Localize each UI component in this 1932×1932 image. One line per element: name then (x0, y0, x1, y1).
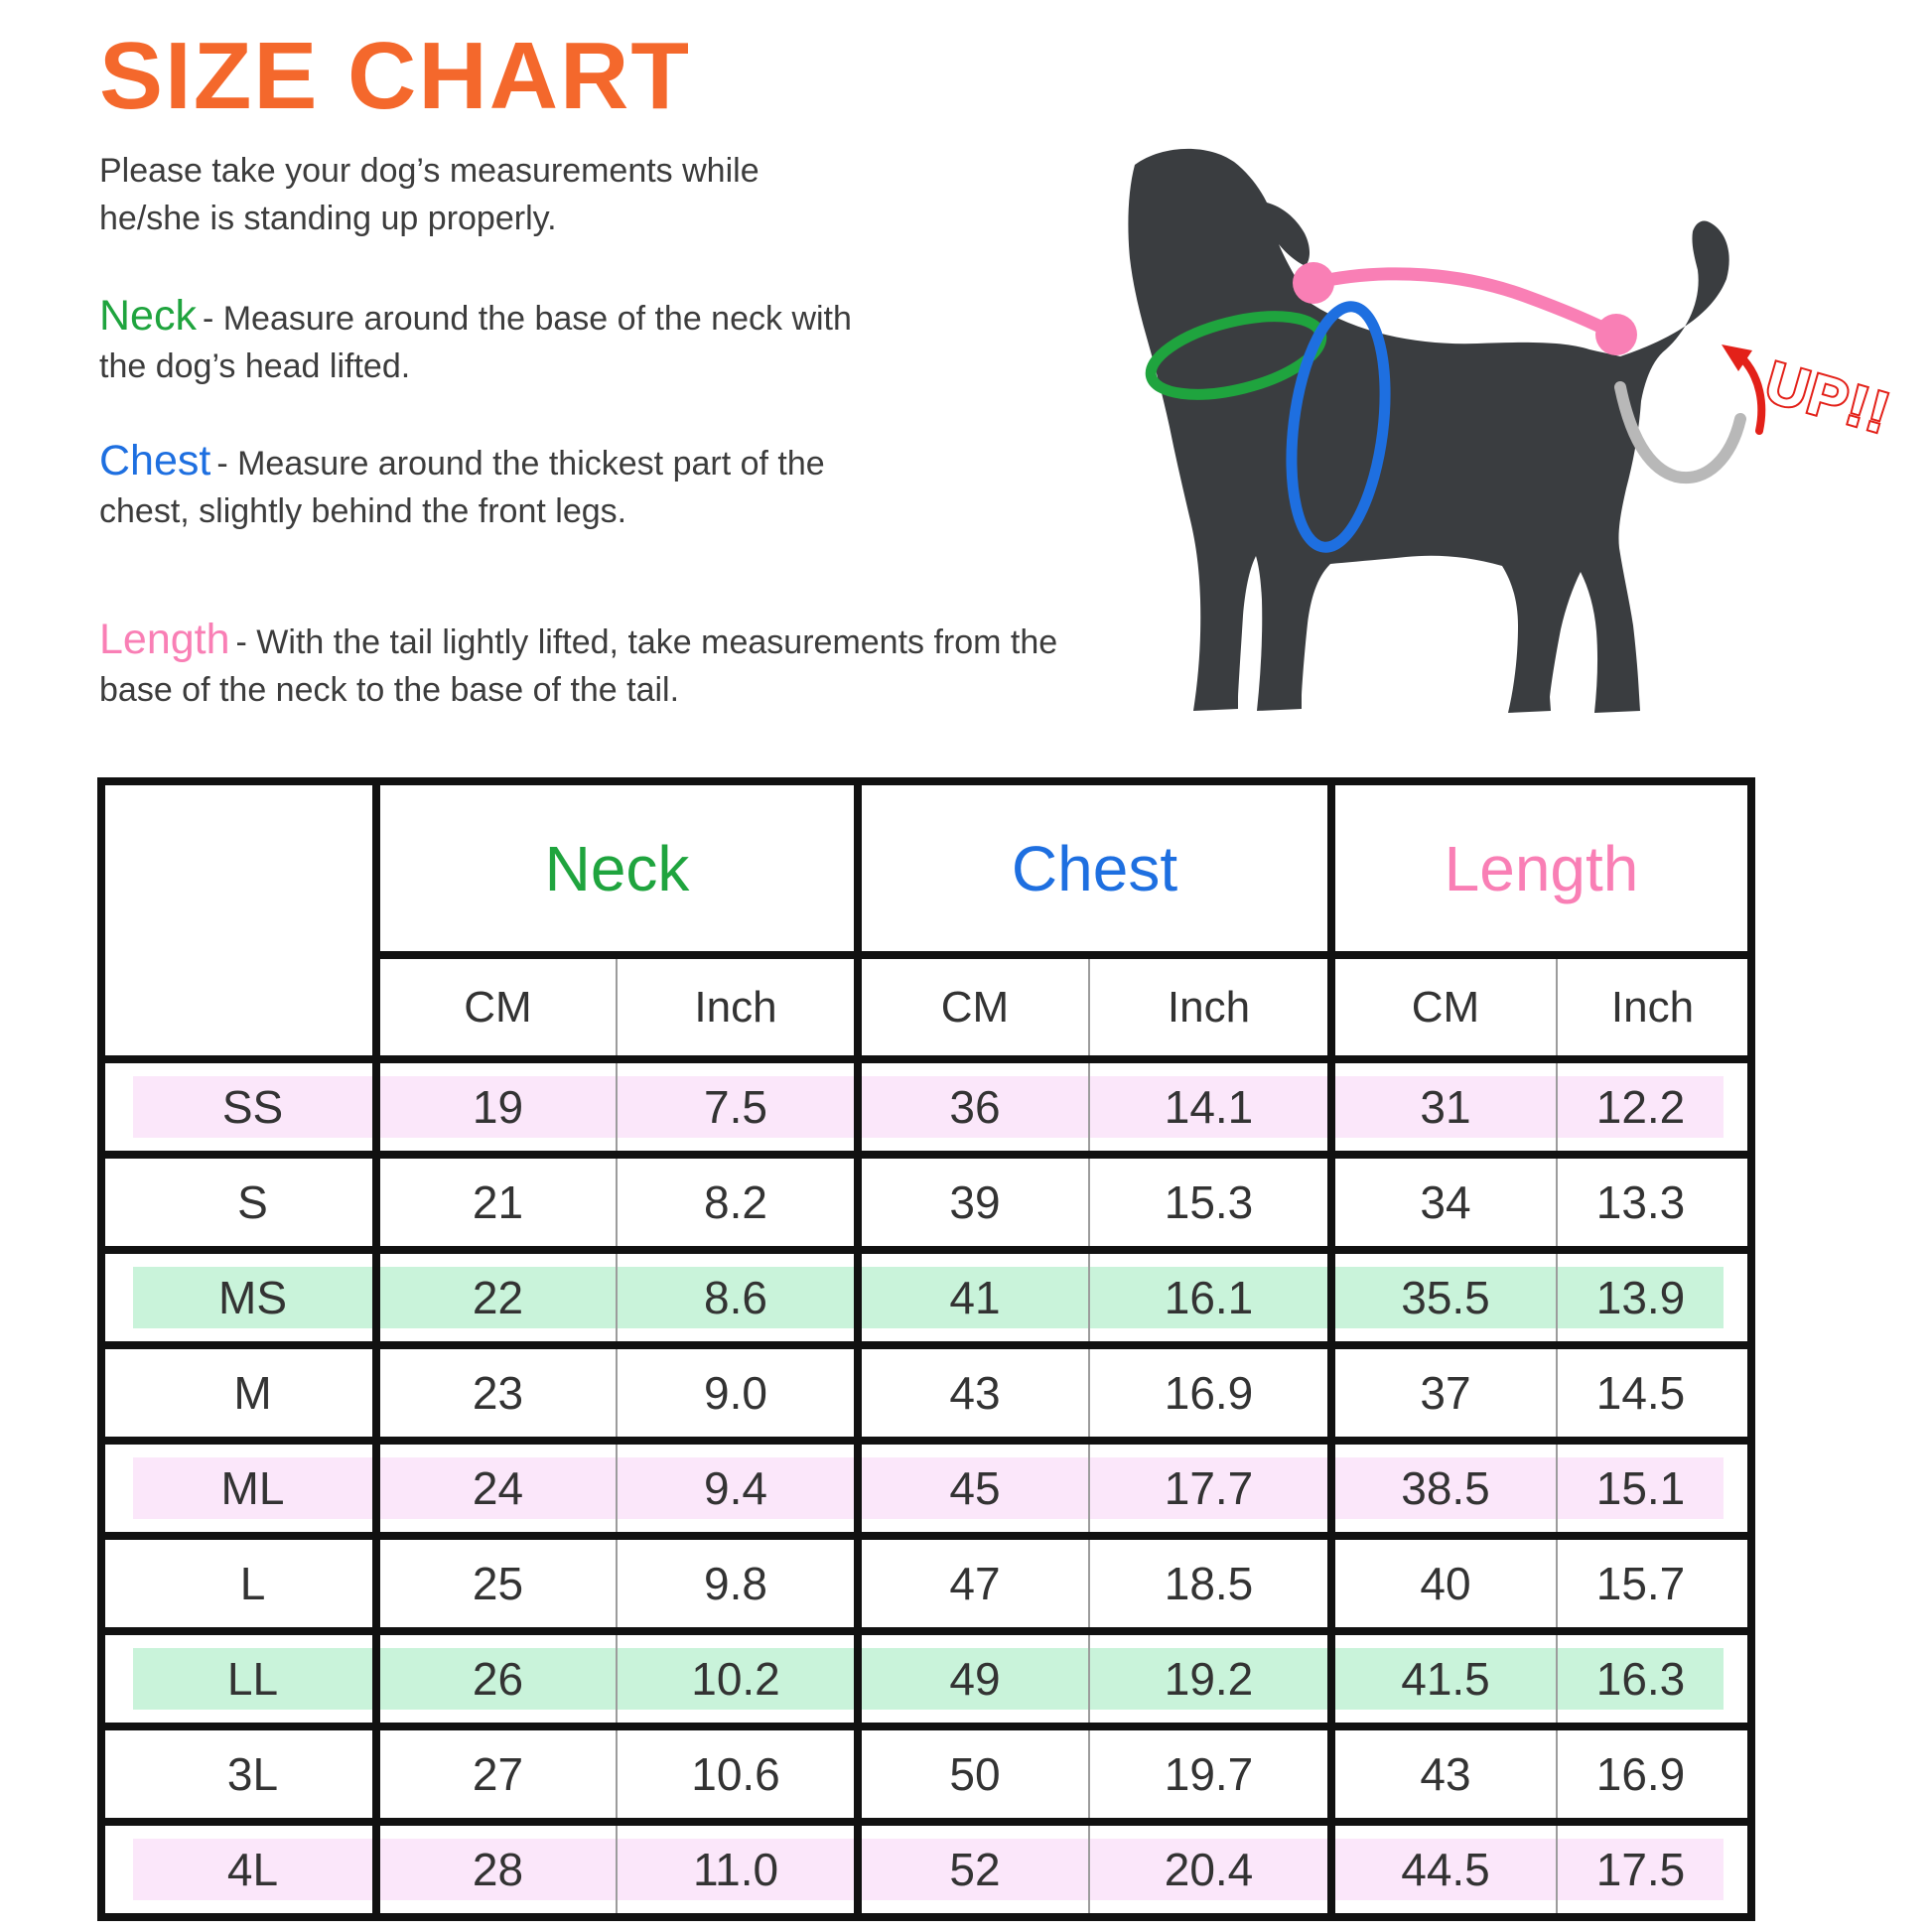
value-cell: 45 (858, 1441, 1089, 1536)
value-cell: 10.6 (617, 1726, 858, 1822)
size-cell: SS (101, 1059, 376, 1155)
value-cell: 17.5 (1557, 1822, 1751, 1917)
size-cell: ML (101, 1441, 376, 1536)
length-definition (99, 616, 1092, 714)
chest-definition (99, 437, 894, 535)
length-inch-header: Inch (1557, 955, 1751, 1059)
value-cell: 49 (858, 1631, 1089, 1726)
table-row (101, 1631, 1751, 1726)
group-header-row (101, 781, 1751, 955)
value-cell: 11.0 (617, 1822, 858, 1917)
value-cell: 16.9 (1089, 1345, 1331, 1441)
value-cell: 50 (858, 1726, 1089, 1822)
length-description: - With the tail lightly lifted, take measurements from the base of the neck to the base of the tail. (99, 623, 1058, 709)
size-cell: LL (101, 1631, 376, 1726)
value-cell: 23 (376, 1345, 617, 1441)
table-row (101, 1250, 1751, 1345)
value-cell: 12.2 (1557, 1059, 1751, 1155)
size-cell: 4L (101, 1822, 376, 1917)
size-cell: L (101, 1536, 376, 1631)
value-cell: 35.5 (1331, 1250, 1557, 1345)
value-cell: 47 (858, 1536, 1089, 1631)
table-row (101, 1059, 1751, 1155)
back-line-dot-front (1293, 262, 1334, 304)
value-cell: 10.2 (617, 1631, 858, 1726)
value-cell: 37 (1331, 1345, 1557, 1441)
value-cell: 19.7 (1089, 1726, 1331, 1822)
length-cm-header: CM (1331, 955, 1557, 1059)
value-cell: 9.0 (617, 1345, 858, 1441)
length-label: Length (99, 616, 230, 663)
length-group-header: Length (1331, 781, 1751, 955)
size-cell: S (101, 1155, 376, 1250)
value-cell: 19.2 (1089, 1631, 1331, 1726)
value-cell: 9.8 (617, 1536, 858, 1631)
value-cell: 15.3 (1089, 1155, 1331, 1250)
chest-cm-header: CM (858, 955, 1089, 1059)
value-cell: 52 (858, 1822, 1089, 1917)
table-row (101, 1726, 1751, 1822)
table-row (101, 1155, 1751, 1250)
value-cell: 41.5 (1331, 1631, 1557, 1726)
value-cell: 14.1 (1089, 1059, 1331, 1155)
size-chart-table (97, 777, 1755, 1921)
value-cell: 31 (1331, 1059, 1557, 1155)
value-cell: 13.9 (1557, 1250, 1751, 1345)
size-table-body (101, 1059, 1751, 1917)
value-cell: 36 (858, 1059, 1089, 1155)
value-cell: 38.5 (1331, 1441, 1557, 1536)
value-cell: 15.7 (1557, 1536, 1751, 1631)
value-cell: 18.5 (1089, 1536, 1331, 1631)
neck-cm-header: CM (376, 955, 617, 1059)
value-cell: 8.2 (617, 1155, 858, 1250)
neck-inch-header: Inch (617, 955, 858, 1059)
size-cell: MS (101, 1250, 376, 1345)
table-row (101, 1345, 1751, 1441)
value-cell: 8.6 (617, 1250, 858, 1345)
table-row (101, 1822, 1751, 1917)
dog-measurement-diagram (1023, 99, 1916, 774)
chest-inch-header: Inch (1089, 955, 1331, 1059)
value-cell: 7.5 (617, 1059, 858, 1155)
chest-group-header: Chest (858, 781, 1331, 955)
corner-cell (101, 781, 376, 1059)
value-cell: 16.3 (1557, 1631, 1751, 1726)
neck-description: - Measure around the base of the neck with the dog’s head lifted. (99, 300, 852, 385)
up-label: UP!! (1758, 349, 1898, 447)
value-cell: 25 (376, 1536, 617, 1631)
value-cell: 16.1 (1089, 1250, 1331, 1345)
value-cell: 22 (376, 1250, 617, 1345)
value-cell: 21 (376, 1155, 617, 1250)
value-cell: 40 (1331, 1536, 1557, 1631)
value-cell: 39 (858, 1155, 1089, 1250)
back-line-dot-rear (1595, 314, 1637, 355)
intro-text: Please take your dog’s measurements while he/she is standing up properly. (99, 152, 759, 237)
value-cell: 15.1 (1557, 1441, 1751, 1536)
neck-group-header: Neck (376, 781, 858, 955)
value-cell: 44.5 (1331, 1822, 1557, 1917)
neck-label: Neck (99, 292, 197, 340)
chest-label: Chest (99, 437, 211, 484)
page-title: SIZE CHART (99, 23, 691, 129)
value-cell: 43 (858, 1345, 1089, 1441)
value-cell: 28 (376, 1822, 617, 1917)
value-cell: 34 (1331, 1155, 1557, 1250)
size-cell: M (101, 1345, 376, 1441)
value-cell: 19 (376, 1059, 617, 1155)
size-cell: 3L (101, 1726, 376, 1822)
value-cell: 27 (376, 1726, 617, 1822)
value-cell: 9.4 (617, 1441, 858, 1536)
value-cell: 17.7 (1089, 1441, 1331, 1536)
value-cell: 16.9 (1557, 1726, 1751, 1822)
chest-description: - Measure around the thickest part of the chest, slightly behind the front legs. (99, 445, 825, 530)
value-cell: 24 (376, 1441, 617, 1536)
table-row (101, 1536, 1751, 1631)
value-cell: 43 (1331, 1726, 1557, 1822)
value-cell: 20.4 (1089, 1822, 1331, 1917)
value-cell: 14.5 (1557, 1345, 1751, 1441)
value-cell: 26 (376, 1631, 617, 1726)
value-cell: 13.3 (1557, 1155, 1751, 1250)
neck-definition (99, 292, 884, 390)
value-cell: 41 (858, 1250, 1089, 1345)
table-row (101, 1441, 1751, 1536)
